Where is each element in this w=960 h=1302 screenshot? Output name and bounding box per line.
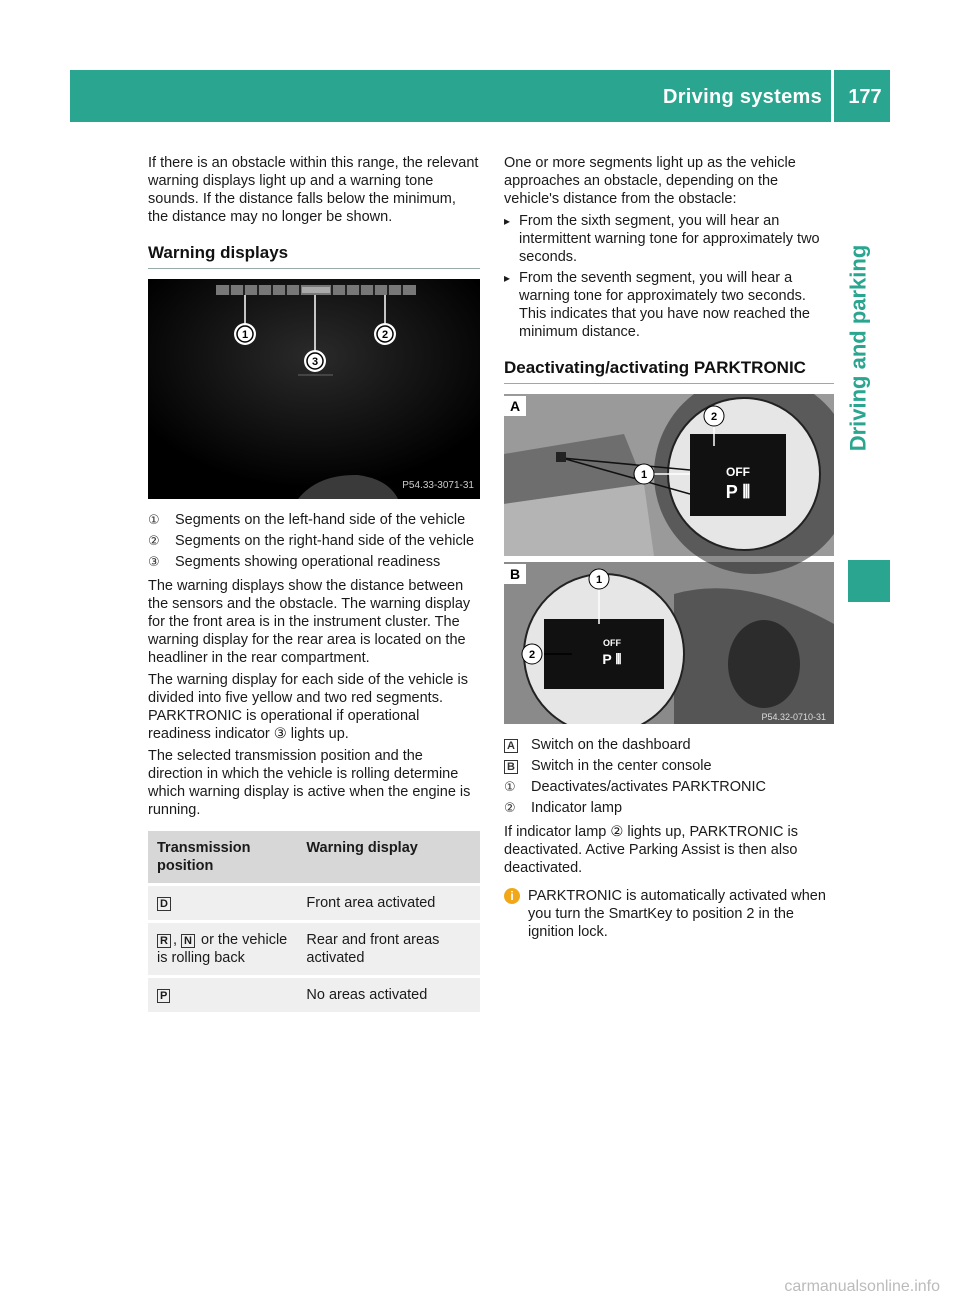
- legend-key: ③: [148, 554, 160, 569]
- legend-text: Switch in the center console: [531, 758, 712, 774]
- side-tab-label: Driving and parking: [845, 244, 870, 451]
- gear-d-icon: D: [157, 897, 171, 911]
- gear-p-icon: P: [157, 989, 170, 1003]
- svg-text:OFF: OFF: [603, 638, 621, 648]
- svg-text:2: 2: [710, 411, 718, 423]
- warning-display-figure: [148, 279, 480, 499]
- table-row: [148, 977, 480, 1013]
- legend-item: [148, 553, 480, 571]
- table-row: [148, 885, 480, 922]
- note-text: PARKTRONIC is automatically activated when you turn the SmartKey to position 2 in the ignition lock.: [528, 888, 826, 940]
- table-cell: Rear and front areas activated: [297, 922, 480, 977]
- legend-item: [504, 799, 834, 817]
- off-label: OFF: [726, 465, 750, 479]
- footer-watermark: carmanualsonline.info: [784, 1278, 940, 1295]
- table-header: Transmission position: [148, 831, 297, 885]
- svg-text:2: 2: [381, 329, 389, 341]
- intro-paragraph: If there is an obstacle within this range, the relevant warning displays light up and a warning tone sounds. If the distance falls below the minimum, the distance may no longer be shown.: [148, 155, 479, 225]
- info-icon: i: [504, 888, 520, 904]
- figure-code: P54.32-0710-31: [761, 712, 826, 722]
- info-note: [504, 887, 834, 941]
- legend-item: [148, 532, 480, 550]
- bullet-list: [504, 212, 834, 341]
- page-number: 177: [848, 86, 882, 108]
- svg-text:2: 2: [528, 649, 536, 661]
- legend-key: [504, 757, 531, 775]
- body-paragraph: If indicator lamp ② lights up, PARKTRONIC is deactivated. Active Parking Assist is then also deactivated.: [504, 824, 798, 876]
- figure-label-b: B: [509, 566, 521, 582]
- side-tab-block: [848, 560, 890, 602]
- gear-r-icon: R: [157, 934, 171, 948]
- legend-text: Segments on the left-hand side of the vehicle: [175, 512, 466, 528]
- side-tab: [826, 150, 890, 545]
- list-item: ▸ From the sixth segment, you will hear an intermittent warning tone for approximately two seconds.: [504, 212, 834, 266]
- legend-text: Deactivates/activates PARKTRONIC: [531, 779, 767, 795]
- parktronic-switch-figure: [504, 394, 834, 724]
- legend-key: ①: [504, 779, 516, 794]
- body-paragraph: The warning display for each side of the vehicle is divided into five yellow and two red segments. PARKTRONIC is operational if operational readiness indicator ③ lights up.: [148, 672, 468, 742]
- legend-text: Segments showing operational readiness: [175, 554, 441, 570]
- svg-text:P ⦀: P ⦀: [725, 482, 751, 502]
- section-title: Driving systems: [662, 86, 822, 108]
- legend-key: ②: [148, 533, 160, 548]
- svg-text:1: 1: [640, 469, 648, 481]
- table-cell: No areas activated: [297, 977, 480, 1013]
- legend-key: ②: [504, 800, 516, 815]
- svg-text:3: 3: [311, 356, 319, 368]
- svg-text:1: 1: [595, 574, 603, 586]
- parktronic-heading: Deactivating/activating PARKTRONIC: [504, 359, 834, 384]
- legend-text: Indicator lamp: [531, 800, 623, 816]
- parktronic-switch-illustration: [504, 394, 834, 724]
- right-column: [504, 154, 834, 941]
- legend-key: [504, 736, 531, 754]
- legend-item: [504, 736, 834, 754]
- gear-n-icon: N: [181, 934, 195, 948]
- body-paragraph: The warning displays show the distance between the sensors and the obstacle. The warning display for the front area is in the instrument cluster. The warning display for the rear area is located on the headliner in the rear compartment.: [148, 578, 471, 666]
- left-column: [148, 154, 480, 1012]
- list-item: ▸ From the seventh segment, you will hear a warning tone for approximately two seconds. This indicates that you have now reached the minimum distance.: [504, 269, 834, 341]
- legend-item: [504, 757, 834, 775]
- transmission-table: [148, 831, 480, 1012]
- legend-key-box: B: [504, 760, 518, 774]
- figure-code: P54.33-3071-31: [402, 480, 474, 491]
- svg-text:1: 1: [241, 329, 249, 341]
- legend-text: Switch on the dashboard: [531, 737, 691, 753]
- table-row: R , N or the vehicle is rolling back Rear and front areas activated: [148, 922, 480, 977]
- legend-item: [504, 778, 834, 796]
- legend-item: [148, 511, 480, 529]
- table-cell: or the vehicle is rolling back: [157, 932, 288, 966]
- svg-text:P ⦀: P ⦀: [602, 651, 622, 667]
- warning-display-illustration: [148, 279, 480, 499]
- legend-key: ①: [148, 512, 160, 527]
- table-header: Warning display: [297, 831, 480, 885]
- legend-key-box: A: [504, 739, 518, 753]
- table-cell: Front area activated: [297, 885, 480, 922]
- figure-label-a: A: [509, 398, 521, 414]
- warning-displays-heading: Warning displays: [148, 244, 480, 269]
- intro-paragraph: One or more segments light up as the vehicle approaches an obstacle, depending on the vehicle's distance from the obstacle:: [504, 155, 796, 207]
- header-separator: [831, 70, 834, 122]
- legend-text: Segments on the right-hand side of the vehicle: [175, 533, 475, 549]
- body-paragraph: The selected transmission position and the direction in which the vehicle is rolling determine which warning display is active when the engine is running.: [148, 748, 471, 818]
